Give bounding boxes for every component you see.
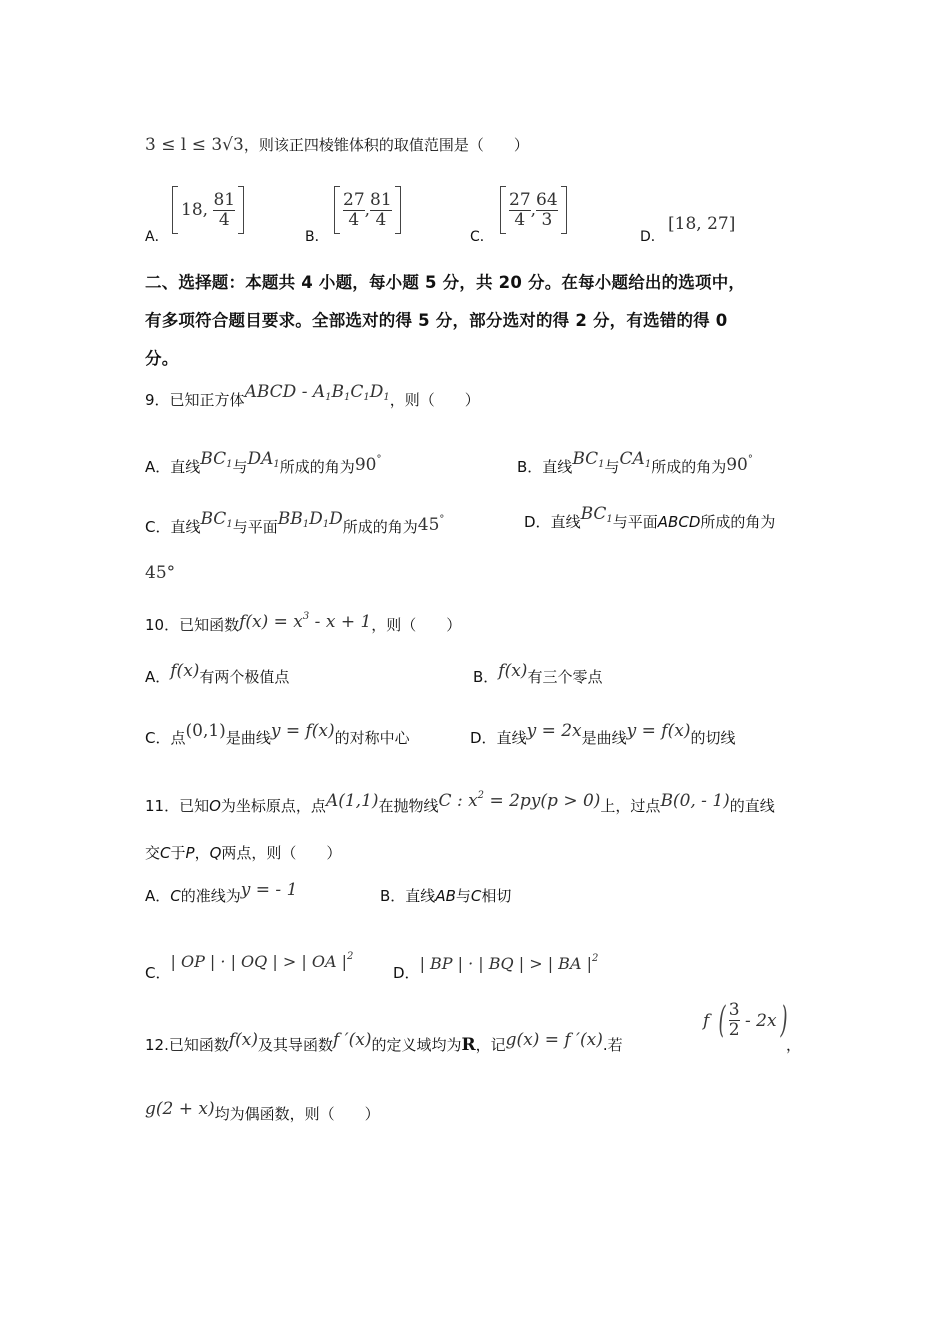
q10-option-c: C．点(0,1)是曲线y = f(x)的对称中心 xyxy=(145,721,410,747)
q11-option-a: A．C的准线为y = - 1 xyxy=(145,880,298,905)
q9-option-d: D．直线$BC_1$与平面ABCD所成的角为 xyxy=(524,504,776,531)
q8-text: ，则该正四棱锥体积的取值范围是（ ） xyxy=(243,136,529,154)
q11-stem-line2: 交C于P，Q两点，则（ ） xyxy=(145,844,342,862)
section2-line1: 二、选择题：本题共 4 小题，每小题 5 分，共 20 分。在每小题给出的选项中， xyxy=(145,273,746,292)
q12-comma: ， xyxy=(786,1036,802,1054)
q9-number: 9． xyxy=(145,391,170,409)
q11-option-b: B．直线AB与C相切 xyxy=(380,887,512,905)
q9-post: ，则（ ） xyxy=(389,391,480,409)
q9-option-d-angle: 45° xyxy=(145,563,176,583)
q8-option-b-label: B． xyxy=(305,229,329,245)
section2-line3: 分。 xyxy=(145,349,179,368)
q8-option-c-value: $\frac{27}{4}$ , $\frac{64}{3}$ xyxy=(500,186,567,234)
q8-option-d-value: [18, 27] xyxy=(668,214,736,234)
q8-option-a-label: A． xyxy=(145,229,169,245)
q10-option-b: B．f(x)有三个零点 xyxy=(473,661,603,686)
q10-option-d: D．直线y = 2x是曲线y = f(x)的切线 xyxy=(470,721,736,747)
q9-stem xyxy=(145,382,480,416)
q8-option-d-label: D． xyxy=(640,229,665,245)
q10-option-a: A．f(x)有两个极值点 xyxy=(145,661,290,686)
q9-option-c: C．直线$BC_1$与平面$BB_1D_1D$所成的角为45° xyxy=(145,509,445,536)
q9-option-b: B．直线$BC_1$与$CA_1$所成的角为90° xyxy=(517,449,753,476)
q8-option-c-label: C． xyxy=(470,229,494,245)
q8-option-a-value: 18, $\frac{81}{4}$ xyxy=(172,186,244,234)
q9-option-a: A．直线$BC_1$与$DA_1$所成的角为90° xyxy=(145,449,382,476)
q8-condition-math: 3 ≤ l ≤ 3√3 xyxy=(145,135,244,155)
q10-stem: 10．已知函数$f(x) = x^3 - x + 1$，则（ ） xyxy=(145,611,462,634)
q9-cube: ABCD - $A_1B_1C_1D_1$ xyxy=(244,382,390,403)
q11-option-c: C．| OP | · | OQ | > | OA $|^2$ xyxy=(145,951,354,982)
q12-stem-line2: g(2 + x)均为偶函数，则（ ） xyxy=(145,1099,380,1123)
q11-stem-line1: 11．已知O为坐标原点，点A(1,1)在抛物线C : $x^2 = 2py(p > 0)$上，过点B(0, - 1)的直线 xyxy=(145,790,775,815)
section2-line2: 有多项符合题目要求。全部选对的得 5 分，部分选对的得 2 分，有选错的得 0 xyxy=(145,311,728,330)
q9-pre: 已知正方体 xyxy=(169,391,245,409)
q8-condition-line xyxy=(145,135,529,155)
q11-option-d: D．| BP | · | BQ | > | BA $|^2$ xyxy=(393,953,599,982)
q8-option-b-value: $\frac{27}{4}$ , $\frac{81}{4}$ xyxy=(334,186,401,234)
q12-stem-line1: 12.已知函数f(x)及其导函数f ′(x)的定义域均为R，记g(x) = f ′(x).若 xyxy=(145,1030,623,1055)
q12-f-expression: f ( $\frac{3}{2}$ - 2x ) xyxy=(703,1000,788,1041)
